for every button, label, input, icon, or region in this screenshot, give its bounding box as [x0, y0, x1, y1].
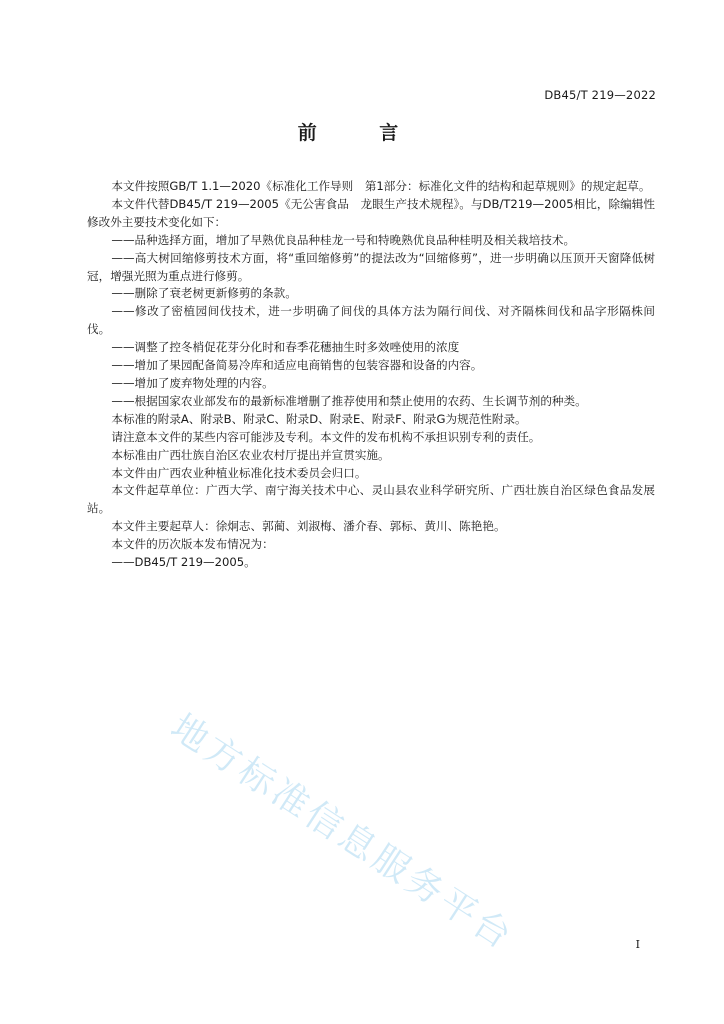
paragraph: ——根据国家农业部发布的最新标准增删了推荐使用和禁止使用的农药、生长调节剂的种类。 — [111, 393, 587, 408]
paragraph: ——DB45/T 219—2005。 — [111, 555, 256, 570]
page-title: 前 言 — [297, 122, 427, 144]
paragraph: 本文件起草单位：广西大学、南宁海关技术中心、灵山县农业科学研究所、广西壮族自治区绿色食品发展站。 — [87, 483, 655, 516]
paragraph: ——修改了密植园间伐技术，进一步明确了间伐的具体方法为隔行间伐、对齐隔株间伐和品字形隔株间伐。 — [87, 304, 655, 337]
paragraph: 本文件的历次版本发布情况为： — [111, 537, 274, 552]
watermark: 地方标准信息服务平台 — [163, 706, 522, 959]
paragraph: 本文件主要起草人：徐炯志、郭蔺、刘淑梅、潘介春、郭标、黄川、陈艳艳。 — [111, 519, 506, 534]
page-number: I — [635, 938, 640, 951]
paragraph: ——增加了废弃物处理的内容。 — [111, 375, 274, 390]
paragraph: ——删除了衰老树更新修剪的条款。 — [111, 286, 297, 301]
paragraph: ——品种选择方面，增加了早熟优良品种桂龙一号和特晚熟优良品种桂明及相关栽培技术。 — [111, 232, 576, 247]
paragraph: 本标准的附录A、附录B、附录C、附录D、附录E、附录F、附录G为规范性附录。 — [111, 411, 527, 426]
paragraph: ——高大树回缩修剪技术方面，将“重回缩修剪”的提法改为“回缩修剪”，进一步明确以压顶开天窗降低树冠，增强光照为重点进行修剪。 — [87, 250, 655, 283]
paragraph: 本文件由广西农业种植业标准化技术委员会归口。 — [111, 465, 367, 480]
paragraph: 本标准由广西壮族自治区农业农村厅提出并宣贯实施。 — [111, 447, 390, 462]
paragraph: 本文件代替DB45/T 219—2005《无公害食品 龙眼生产技术规程》。与DB/T219—2005相比，除编辑性修改外主要技术变化如下： — [87, 196, 655, 229]
document-code: DB45/T 219—2022 — [544, 88, 656, 102]
paragraph: ——调整了控冬梢促花芽分化时和春季花穗抽生时多效唑使用的浓度 — [111, 340, 460, 355]
paragraph: 请注意本文件的某些内容可能涉及专利。本文件的发布机构不承担识别专利的责任。 — [111, 429, 541, 444]
paragraph: ——增加了果园配备简易冷库和适应电商销售的包装容器和设备的内容。 — [111, 358, 483, 373]
document-body — [87, 178, 655, 572]
paragraph: 本文件按照GB/T 1.1—2020《标准化工作导则 第1部分：标准化文件的结构和起草规则》的规定起草。 — [111, 179, 651, 193]
